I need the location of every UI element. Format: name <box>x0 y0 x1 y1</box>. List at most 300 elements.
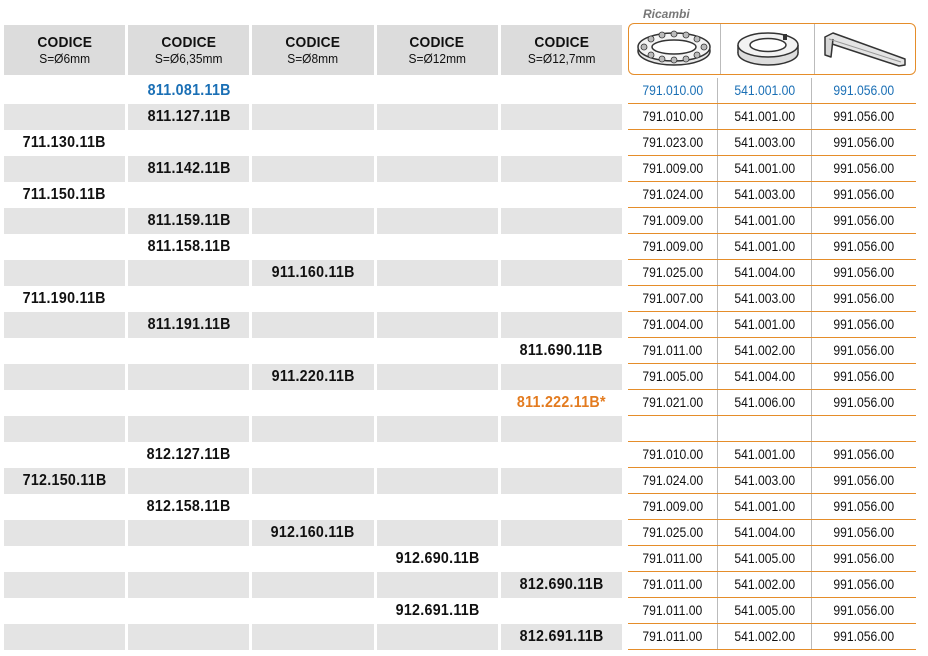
code-text: 811.127.11B <box>147 108 231 125</box>
header-col-12-7mm <box>501 25 622 75</box>
part-code-cell <box>812 546 916 571</box>
part-code-text: 541.001.00 <box>734 109 795 124</box>
code-cell <box>4 442 125 468</box>
code-text: 911.160.11B <box>271 264 355 281</box>
codes-header <box>4 25 622 75</box>
code-text: 711.130.11B <box>23 134 107 151</box>
part-code-cell <box>812 130 916 155</box>
part-code-text: 791.024.00 <box>642 187 704 202</box>
code-cell <box>4 78 125 104</box>
code-cell <box>377 494 498 520</box>
part-code-text: 541.001.00 <box>734 317 795 332</box>
part-code-text: 991.056.00 <box>833 525 895 540</box>
code-cell <box>128 78 249 104</box>
part-code-cell <box>718 442 811 467</box>
code-cell <box>501 598 622 624</box>
code-cell <box>377 182 498 208</box>
code-cell <box>128 338 249 364</box>
part-code-text: 541.003.00 <box>734 135 795 150</box>
code-cell <box>377 468 498 494</box>
part-code-text: 791.023.00 <box>642 135 704 150</box>
code-cell <box>4 390 125 416</box>
part-code-cell <box>628 624 718 649</box>
code-cell <box>501 494 622 520</box>
code-cell <box>4 598 125 624</box>
code-cell <box>501 442 622 468</box>
part-code-cell <box>718 494 811 519</box>
part-code-text: 791.005.00 <box>642 369 704 384</box>
part-code-text: 541.005.00 <box>734 551 795 566</box>
part-code-text: 541.004.00 <box>734 265 795 280</box>
code-cell <box>4 104 125 130</box>
code-cell <box>252 312 373 338</box>
part-code-text: 991.056.00 <box>833 83 895 98</box>
part-code-text: 791.024.00 <box>642 473 704 488</box>
part-code-cell <box>628 78 718 103</box>
code-cell <box>252 390 373 416</box>
part-code-text: 541.006.00 <box>734 395 795 410</box>
part-code-text: 791.025.00 <box>642 265 704 280</box>
code-text: 711.150.11B <box>23 186 107 203</box>
code-cell <box>128 520 249 546</box>
code-cell <box>501 156 622 182</box>
code-cell <box>252 494 373 520</box>
part-code-cell <box>718 260 811 285</box>
code-cell <box>4 130 125 156</box>
code-row <box>4 130 622 156</box>
part-code-cell <box>628 208 718 233</box>
part-code-text: 541.001.00 <box>734 239 795 254</box>
code-row <box>4 624 622 650</box>
part-code-cell <box>812 234 916 259</box>
code-cell <box>128 286 249 312</box>
code-cell <box>377 286 498 312</box>
part-code-text: 791.011.00 <box>642 551 703 566</box>
part-code-text: 991.056.00 <box>833 213 895 228</box>
code-cell <box>252 208 373 234</box>
code-row <box>4 390 622 416</box>
code-cell <box>128 260 249 286</box>
codes-table <box>4 25 622 650</box>
header-title: CODICE <box>161 34 217 51</box>
part-code-cell <box>628 156 718 181</box>
code-cell <box>501 468 622 494</box>
part-code-cell <box>718 104 811 129</box>
part-code-text: 991.056.00 <box>833 473 895 488</box>
part-code-text: 541.001.00 <box>734 161 795 176</box>
code-row <box>4 234 622 260</box>
part-code-cell <box>812 598 916 623</box>
part-code-cell <box>718 234 811 259</box>
code-cell <box>128 468 249 494</box>
code-cell <box>252 572 373 598</box>
spare-parts-table <box>628 78 916 650</box>
parts-row <box>628 572 916 598</box>
code-cell <box>252 260 373 286</box>
header-subtitle: S=Ø12mm <box>408 51 466 66</box>
code-cell <box>252 338 373 364</box>
code-cell <box>252 546 373 572</box>
part-code-text: 991.056.00 <box>833 161 895 176</box>
parts-row <box>628 234 916 260</box>
code-cell <box>377 572 498 598</box>
code-cell <box>377 156 498 182</box>
code-row <box>4 572 622 598</box>
part-code-text: 791.011.00 <box>642 577 703 592</box>
part-code-text: 991.056.00 <box>833 343 895 358</box>
code-cell <box>252 234 373 260</box>
header-title: CODICE <box>285 34 341 51</box>
parts-row <box>628 338 916 364</box>
code-cell <box>377 520 498 546</box>
code-row <box>4 208 622 234</box>
code-row <box>4 468 622 494</box>
code-cell <box>252 130 373 156</box>
code-text: 811.142.11B <box>147 160 231 177</box>
code-cell <box>4 416 125 442</box>
part-code-cell <box>718 546 811 571</box>
part-code-text: 541.001.00 <box>734 83 795 98</box>
code-text: 812.690.11B <box>519 576 604 593</box>
code-cell <box>128 312 249 338</box>
code-cell <box>4 468 125 494</box>
code-cell <box>252 442 373 468</box>
code-cell <box>501 546 622 572</box>
code-cell <box>377 442 498 468</box>
part-code-cell <box>628 286 718 311</box>
code-cell <box>252 182 373 208</box>
parts-row <box>628 260 916 286</box>
code-cell <box>377 260 498 286</box>
code-cell <box>501 364 622 390</box>
part-code-cell <box>718 520 811 545</box>
code-cell <box>128 546 249 572</box>
code-cell <box>252 104 373 130</box>
code-cell <box>377 234 498 260</box>
parts-row <box>628 520 916 546</box>
code-row <box>4 520 622 546</box>
part-code-text: 541.005.00 <box>734 603 795 618</box>
code-cell <box>128 208 249 234</box>
part-code-cell <box>812 494 916 519</box>
code-cell <box>501 624 622 650</box>
part-code-cell <box>812 416 916 441</box>
code-cell <box>501 416 622 442</box>
part-code-cell <box>628 338 718 363</box>
part-code-text: 791.010.00 <box>642 447 704 462</box>
part-code-text: 991.056.00 <box>833 109 895 124</box>
code-cell <box>128 598 249 624</box>
code-text: 811.159.11B <box>147 212 231 229</box>
code-cell <box>501 78 622 104</box>
header-subtitle: S=Ø8mm <box>287 51 339 66</box>
code-cell <box>128 494 249 520</box>
part-code-cell <box>718 312 811 337</box>
header-subtitle: S=Ø12,7mm <box>527 51 596 66</box>
code-text: 811.191.11B <box>147 316 231 333</box>
code-cell <box>377 546 498 572</box>
part-code-cell <box>718 416 811 441</box>
code-row <box>4 546 622 572</box>
part-code-cell <box>718 286 811 311</box>
parts-row <box>628 624 916 650</box>
part-code-cell <box>812 364 916 389</box>
header-title: CODICE <box>37 34 92 51</box>
code-cell <box>377 624 498 650</box>
code-cell <box>128 572 249 598</box>
code-cell <box>4 624 125 650</box>
parts-row <box>628 468 916 494</box>
code-cell <box>501 260 622 286</box>
part-code-text: 791.009.00 <box>642 161 704 176</box>
part-code-text: 991.056.00 <box>833 135 895 150</box>
code-cell <box>252 624 373 650</box>
part-code-cell <box>812 390 916 415</box>
part-code-cell <box>628 260 718 285</box>
code-cell <box>501 104 622 130</box>
code-row <box>4 286 622 312</box>
part-code-text: 991.056.00 <box>833 447 895 462</box>
part-code-cell <box>812 208 916 233</box>
code-text: 812.691.11B <box>519 628 604 645</box>
part-code-text: 991.056.00 <box>833 499 895 514</box>
part-code-cell <box>812 104 916 129</box>
code-cell <box>128 624 249 650</box>
code-cell <box>4 156 125 182</box>
part-code-cell <box>718 390 811 415</box>
code-text: 811.222.11B* <box>516 394 606 411</box>
code-cell <box>252 416 373 442</box>
part-code-cell <box>812 442 916 467</box>
parts-row <box>628 546 916 572</box>
code-row <box>4 364 622 390</box>
part-code-cell <box>812 520 916 545</box>
code-cell <box>4 338 125 364</box>
code-cell <box>377 338 498 364</box>
parts-row <box>628 182 916 208</box>
part-code-cell <box>718 208 811 233</box>
code-cell <box>128 130 249 156</box>
parts-row <box>628 78 916 104</box>
part-code-cell <box>718 364 811 389</box>
parts-row <box>628 364 916 390</box>
part-code-text: 541.002.00 <box>734 629 795 644</box>
code-cell <box>128 182 249 208</box>
part-code-cell <box>628 234 718 259</box>
code-cell <box>252 468 373 494</box>
code-row <box>4 442 622 468</box>
parts-row <box>628 442 916 468</box>
code-cell <box>501 130 622 156</box>
code-text: 811.158.11B <box>147 238 231 255</box>
part-code-cell <box>812 260 916 285</box>
part-code-text: 991.056.00 <box>833 317 895 332</box>
part-code-cell <box>718 338 811 363</box>
parts-row <box>628 416 916 442</box>
code-cell <box>4 182 125 208</box>
header-col-8mm <box>252 25 373 75</box>
parts-row <box>628 104 916 130</box>
code-cell <box>252 598 373 624</box>
code-cell <box>501 208 622 234</box>
part-code-text: 541.001.00 <box>734 447 795 462</box>
part-code-text: 991.056.00 <box>833 187 895 202</box>
part-code-cell <box>628 182 718 207</box>
header-title: CODICE <box>409 34 465 51</box>
part-code-text: 791.011.00 <box>642 603 703 618</box>
part-code-text: 541.004.00 <box>734 525 795 540</box>
code-cell <box>377 78 498 104</box>
code-cell <box>252 364 373 390</box>
code-text: 811.690.11B <box>519 342 603 359</box>
code-cell <box>501 338 622 364</box>
code-cell <box>501 182 622 208</box>
part-code-cell <box>812 338 916 363</box>
code-cell <box>128 442 249 468</box>
code-row <box>4 78 622 104</box>
part-code-cell <box>628 598 718 623</box>
code-text: 912.691.11B <box>395 602 480 619</box>
code-text: 912.690.11B <box>395 550 480 567</box>
codes-rows <box>4 78 622 650</box>
bearing-cage-icon <box>629 28 719 70</box>
part-code-cell <box>628 130 718 155</box>
part-code-text: 791.009.00 <box>642 239 704 254</box>
part-code-text: 541.002.00 <box>734 343 795 358</box>
code-cell <box>377 312 498 338</box>
code-row <box>4 104 622 130</box>
part-code-text: 991.056.00 <box>833 265 895 280</box>
code-cell <box>377 390 498 416</box>
code-row <box>4 312 622 338</box>
spare-parts-images <box>628 23 916 75</box>
code-cell <box>4 260 125 286</box>
code-text: 812.158.11B <box>146 498 231 515</box>
part-code-cell <box>812 572 916 597</box>
code-cell <box>377 208 498 234</box>
code-cell <box>4 286 125 312</box>
code-cell <box>501 572 622 598</box>
part-code-cell <box>718 182 811 207</box>
part-code-cell <box>628 364 718 389</box>
part-code-cell <box>628 520 718 545</box>
part-code-cell <box>718 130 811 155</box>
header-col-6mm <box>4 25 125 75</box>
part-code-cell <box>812 468 916 493</box>
parts-row <box>628 286 916 312</box>
header-subtitle: S=Ø6mm <box>39 51 91 66</box>
code-cell <box>4 208 125 234</box>
part-code-text: 991.056.00 <box>833 369 895 384</box>
header-title: CODICE <box>534 34 589 51</box>
code-row <box>4 260 622 286</box>
part-code-cell <box>718 624 811 649</box>
part-code-cell <box>718 598 811 623</box>
part-code-text: 791.007.00 <box>642 291 704 306</box>
part-code-cell <box>628 572 718 597</box>
code-cell <box>128 104 249 130</box>
part-code-text: 541.003.00 <box>734 291 795 306</box>
code-cell <box>501 286 622 312</box>
hex-key-icon <box>815 28 915 70</box>
part-code-cell <box>812 156 916 181</box>
code-cell <box>377 598 498 624</box>
part-code-cell <box>812 182 916 207</box>
part-code-text: 991.056.00 <box>833 629 895 644</box>
code-row <box>4 416 622 442</box>
code-text: 912.160.11B <box>271 524 355 541</box>
header-subtitle: S=Ø6,35mm <box>155 51 223 66</box>
part-code-text: 791.025.00 <box>642 525 704 540</box>
code-cell <box>377 364 498 390</box>
code-row <box>4 494 622 520</box>
code-cell <box>4 234 125 260</box>
part-code-text: 791.009.00 <box>642 213 704 228</box>
code-row <box>4 156 622 182</box>
code-text: 812.127.11B <box>146 446 231 463</box>
part-code-text: 791.009.00 <box>642 499 704 514</box>
code-cell <box>128 364 249 390</box>
code-cell <box>252 78 373 104</box>
part-code-cell <box>812 624 916 649</box>
part-code-text: 991.056.00 <box>833 603 895 618</box>
part-code-cell <box>718 572 811 597</box>
code-cell <box>4 364 125 390</box>
part-code-cell <box>628 494 718 519</box>
part-code-cell <box>628 546 718 571</box>
code-cell <box>252 156 373 182</box>
code-row <box>4 338 622 364</box>
part-code-text: 991.056.00 <box>833 577 895 592</box>
code-row <box>4 598 622 624</box>
part-code-cell <box>812 286 916 311</box>
part-code-text: 791.010.00 <box>642 83 704 98</box>
parts-row <box>628 312 916 338</box>
code-cell <box>128 390 249 416</box>
part-code-cell <box>718 156 811 181</box>
part-code-text: 541.002.00 <box>734 577 795 592</box>
part-code-text: 791.021.00 <box>642 395 704 410</box>
parts-row <box>628 598 916 624</box>
code-cell <box>4 572 125 598</box>
code-row <box>4 182 622 208</box>
parts-row <box>628 390 916 416</box>
header-col-6-35mm <box>128 25 249 75</box>
code-cell <box>4 494 125 520</box>
code-text: 911.220.11B <box>271 368 355 385</box>
part-code-text: 541.004.00 <box>734 369 795 384</box>
part-code-text: 991.056.00 <box>833 291 895 306</box>
code-cell <box>377 104 498 130</box>
code-cell <box>501 234 622 260</box>
code-cell <box>501 390 622 416</box>
part-code-cell <box>812 78 916 103</box>
code-cell <box>128 416 249 442</box>
code-cell <box>4 312 125 338</box>
parts-row <box>628 156 916 182</box>
part-code-cell <box>628 390 718 415</box>
part-code-cell <box>718 78 811 103</box>
part-code-text: 791.004.00 <box>642 317 704 332</box>
code-text: 711.190.11B <box>23 290 107 307</box>
parts-row <box>628 494 916 520</box>
code-cell <box>252 286 373 312</box>
part-code-text: 541.001.00 <box>734 213 795 228</box>
code-text: 811.081.11B <box>147 82 231 99</box>
part-code-cell <box>718 468 811 493</box>
code-text: 712.150.11B <box>22 472 107 489</box>
part-code-cell <box>628 312 718 337</box>
